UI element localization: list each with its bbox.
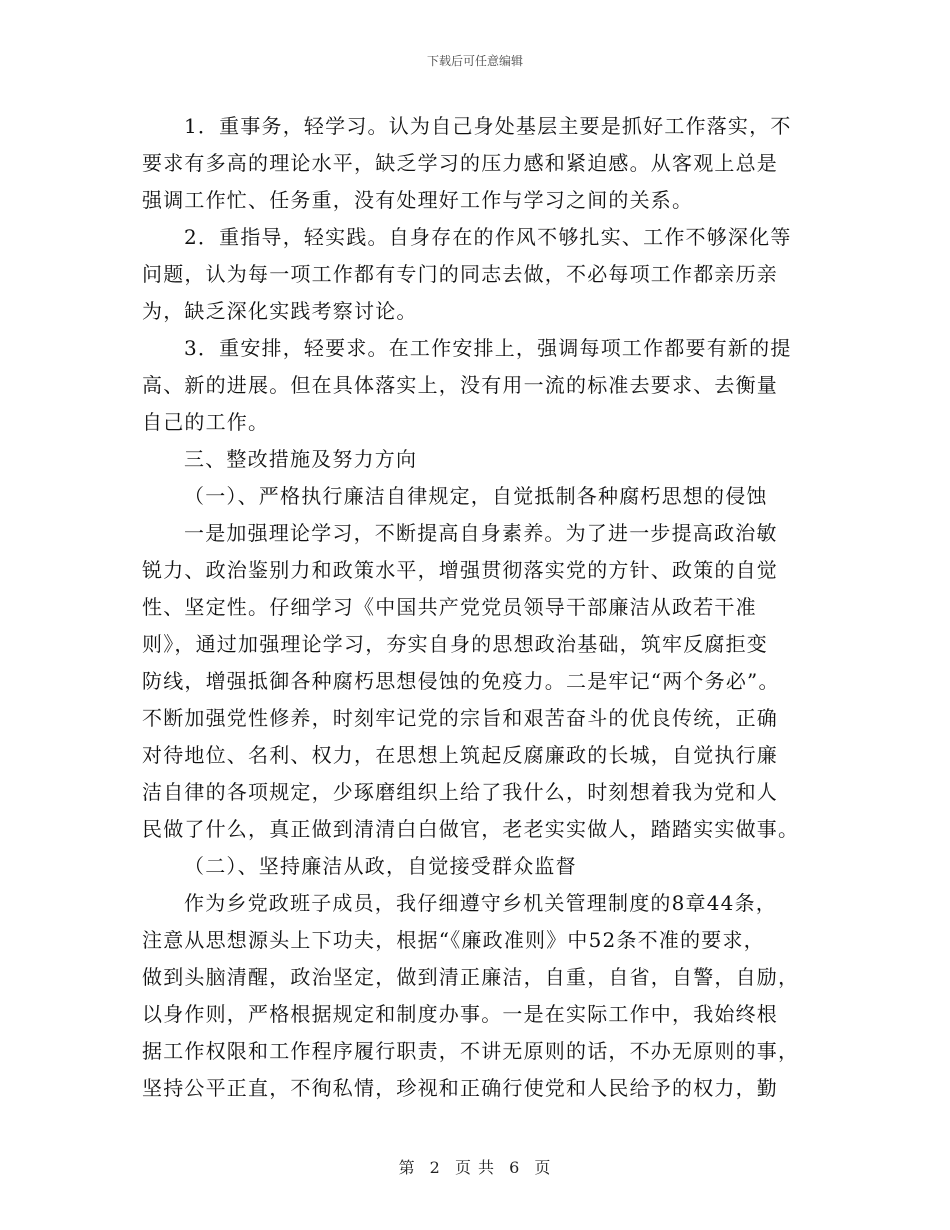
footer-suffix: 页 xyxy=(534,1158,552,1177)
text-line: 做到头脑清醒，政治坚定，做到清正廉洁，自重，自省，自警，自励， xyxy=(142,965,800,989)
page-header xyxy=(0,52,950,69)
section-heading: 三、整改措施及努力方向 xyxy=(184,447,418,471)
text-line: 不断加强党性修养，时刻牢记党的宗旨和艰苦奋斗的优良传统，正确 xyxy=(142,706,778,730)
text-line: 洁自律的各项规定，少琢磨组织上给了我什么，时刻想着我为党和人 xyxy=(142,780,778,804)
text-line: 要求有多高的理论水平，缺乏学习的压力感和紧迫感。从客观上总是 xyxy=(142,151,778,175)
text-line: 一是加强理论学习，不断提高自身素养。为了进一步提高政治敏 xyxy=(184,521,778,545)
text-line: 性、坚定性。仔细学习《中国共产党党员领导干部廉洁从政若干准 xyxy=(142,595,757,619)
text-line: 以身作则，严格根据规定和制度办事。一是在实际工作中，我始终根 xyxy=(142,1002,778,1026)
page-footer xyxy=(0,1155,950,1178)
total-page-number: 6 xyxy=(509,1158,521,1177)
text-line: 2．重指导，轻实践。自身存在的作风不够扎实、工作不够深化等 xyxy=(184,225,792,249)
text-line: 锐力、政治鉴别力和政策水平，增强贯彻落实党的方针、政策的自觉 xyxy=(142,558,778,582)
text-line: 自己的工作。 xyxy=(142,410,270,434)
text-line: 注意从思想源头上下功夫，根据“《廉政准则》中52条不准的要求， xyxy=(142,928,765,952)
text-line: 问题，认为每一项工作都有专门的同志去做，不必每项工作都亲历亲 xyxy=(142,262,778,286)
text-line: 坚持公平正直，不徇私情，珍视和正确行使党和人民给予的权力，勤 xyxy=(142,1076,778,1100)
current-page-number: 2 xyxy=(429,1158,441,1177)
text-line: 作为乡党政班子成员，我仔细遵守乡机关管理制度的8章44条， xyxy=(184,891,777,915)
text-line: 为，缺乏深化实践考察讨论。 xyxy=(142,299,418,323)
text-line: 则》，通过加强理论学习，夯实自身的思想政治基础，筑牢反腐拒变 xyxy=(142,632,768,656)
footer-prefix: 第 xyxy=(398,1158,416,1177)
text-line: 据工作权限和工作程序履行职责，不讲无原则的话，不办无原则的事， xyxy=(142,1039,800,1063)
header-text: 下载后可任意编辑 xyxy=(426,54,523,68)
text-line: 防线，增强抵御各种腐朽思想侵蚀的免疫力。二是牢记“两个务必”。 xyxy=(142,669,780,693)
footer-middle: 页 共 xyxy=(454,1158,496,1177)
subsection-heading: （一）、严格执行廉洁自律规定，自觉抵制各种腐朽思想的侵蚀 xyxy=(184,484,768,508)
text-line: 民做了什么，真正做到清清白白做官，老老实实做人，踏踏实实做事。 xyxy=(142,817,800,841)
text-line: 对待地位、名利、权力，在思想上筑起反腐廉政的长城，自觉执行廉 xyxy=(142,743,778,767)
subsection-heading: （二）、坚持廉洁从政，自觉接受群众监督 xyxy=(184,854,577,878)
text-line: 3．重安排，轻要求。在工作安排上，强调每项工作都要有新的提 xyxy=(184,336,792,360)
text-line: 1．重事务，轻学习。认为自己身处基层主要是抓好工作落实，不 xyxy=(184,114,792,138)
text-line: 强调工作忙、任务重，没有处理好工作与学习之间的关系。 xyxy=(142,188,694,212)
text-line: 高、新的进展。但在具体落实上，没有用一流的标准去要求、去衡量 xyxy=(142,373,778,397)
document-body xyxy=(142,108,812,1107)
